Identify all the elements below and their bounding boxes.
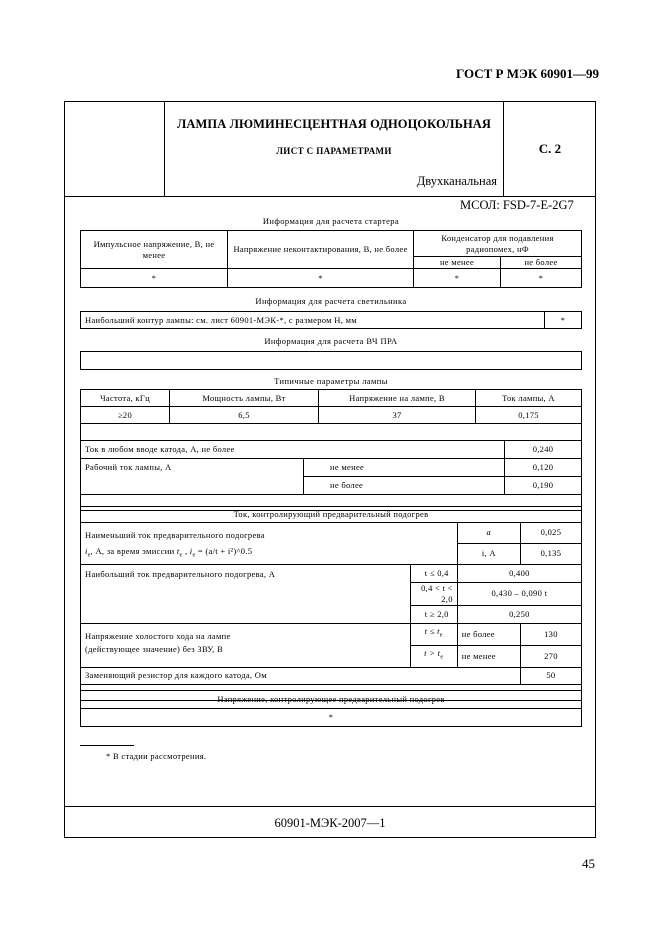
- operating-current-min-label: не менее: [304, 459, 505, 477]
- typical-header-frequency: Частота, кГц: [81, 390, 170, 407]
- formula-expression: = (a/t + i²)^0.5: [197, 546, 253, 556]
- footnote-rule: [80, 745, 134, 746]
- page-number: 45: [582, 856, 595, 871]
- param-iw-value: 0,135: [520, 543, 581, 564]
- starter-value-2: *: [228, 269, 414, 288]
- typical-header-power: Мощность лампы, Вт: [170, 390, 319, 407]
- hf-empty-row: [81, 352, 582, 370]
- sheet-number: С. 2: [538, 141, 562, 156]
- param-iw-label: i, А: [457, 543, 520, 564]
- lamp-variant: Двухканальная: [416, 174, 497, 188]
- max-preheat-value-3: 0,250: [457, 605, 581, 623]
- typical-value-current: 0,175: [476, 407, 582, 424]
- cathode-current-label: Ток в любом вводе катода, А, не более: [81, 441, 505, 459]
- ocv-limit-2: не менее: [457, 645, 520, 667]
- ocv-value-2: 270: [520, 645, 581, 667]
- hf-section-title: Информация для расчета ВЧ ПРА: [264, 336, 398, 346]
- max-preheat-value-2: 0,430 – 0,090 t: [457, 582, 581, 605]
- ocv-cond-1: $t \le t_e$: [410, 623, 457, 645]
- max-preheat-cond-3: t ≥ 2,0: [410, 605, 457, 623]
- voltage-value: *: [81, 709, 582, 727]
- lamp-title: ЛАМПА ЛЮМИНЕСЦЕНТНАЯ ОДНОЦОКОЛЬНАЯ: [176, 117, 492, 131]
- typical-value-frequency: ≥20: [81, 407, 170, 424]
- header-sheet-cell: [504, 101, 596, 197]
- sheet-code: 60901-МЭК-2007—1: [274, 816, 386, 830]
- footnote-text: * В стадии рассмотрения.: [106, 751, 207, 761]
- gost-number: ГОСТ Р МЭК 60901—99: [456, 66, 599, 81]
- typical-header-voltage: Напряжение на лампе, В: [319, 390, 476, 407]
- luminaire-contour-text: Наибольший контур лампы: см. лист 60901-МЭК-*, с размером H, мм: [81, 312, 545, 329]
- typical-table: [80, 389, 582, 441]
- min-preheat-label: Наименьший ток предварительного подогрева: [85, 530, 265, 540]
- voltage-section-title: Напряжение, контролирующее предварительный подогрев: [81, 691, 582, 709]
- max-preheat-value-1: 0,400: [457, 564, 581, 582]
- starter-value-4: *: [501, 269, 582, 288]
- resistor-label: Заменяющий резистор для каждого катода, Ом: [81, 667, 521, 684]
- luminaire-section-title: Информация для расчета светильника: [255, 296, 407, 306]
- luminaire-table: [80, 311, 582, 329]
- typical-header-current: Ток лампы, А: [476, 390, 582, 407]
- starter-value-1: *: [81, 269, 228, 288]
- formula-current-symbol: i: [85, 546, 88, 556]
- operating-current-min-value: 0,120: [505, 459, 582, 477]
- sheet-subtitle: ЛИСТ С ПАРАМЕТРАМИ: [276, 146, 392, 156]
- max-preheat-cond-1: t ≤ 0,4: [410, 564, 457, 582]
- ocv-cond-2: $t > t_e$: [410, 645, 457, 667]
- ocv-label: Напряжение холостого хода на лампе (действующее значение) без ЗВУ, В: [81, 623, 411, 667]
- header-title-cell: [165, 101, 504, 197]
- preheat-table: [80, 506, 582, 701]
- param-a-value: 0,025: [520, 523, 581, 544]
- resistor-value: 50: [520, 667, 581, 684]
- typical-value-voltage: 37: [319, 407, 476, 424]
- starter-col3a-header: не менее: [414, 257, 501, 269]
- operating-current-label: Рабочий ток лампы, А: [81, 459, 304, 495]
- starter-col2-header: Напряжение неконтактирования, В, не более: [228, 231, 414, 269]
- typical-empty-row: [81, 424, 582, 441]
- footer-divider: [64, 806, 596, 807]
- mcol-designation: МСОЛ: FSD-7-E-2G7: [460, 198, 574, 212]
- starter-col3-header: Конденсатор для подавления радиопомех, нФ: [414, 231, 582, 257]
- param-a-label: a: [457, 523, 520, 544]
- sheet-header: [64, 101, 596, 197]
- ocv-value-1: 130: [520, 623, 581, 645]
- preheat-section-title: Ток, контролирующий предварительный подогрев: [81, 507, 582, 523]
- typical-value-power: 6,5: [170, 407, 319, 424]
- header-divider: [64, 196, 596, 197]
- starter-col1-header: Импульсное напряжение, В, не менее: [81, 231, 228, 269]
- hf-table: [80, 351, 582, 370]
- operating-current-max-value: 0,190: [505, 477, 582, 495]
- starter-section-title: Информация для расчета стартера: [262, 216, 400, 226]
- ocv-limit-1: не более: [457, 623, 520, 645]
- luminaire-contour-value: *: [545, 312, 582, 329]
- starter-value-3: *: [414, 269, 501, 288]
- operating-current-max-label: не более: [304, 477, 505, 495]
- currents-table: [80, 440, 582, 511]
- voltage-table: [80, 690, 582, 727]
- header-left-cell: [64, 101, 165, 197]
- starter-col3b-header: не более: [501, 257, 582, 269]
- min-preheat-cell: Наименьший ток предварительного подогрева $i_e$, А, за время эмиссии $t_e$ , $i_e = (a/t$ + i²)^0.5: [81, 523, 458, 565]
- max-preheat-label: Наибольший ток предварительного подогрева, А: [81, 564, 411, 623]
- typical-section-title: Типичные параметры лампы: [274, 376, 388, 386]
- formula-text: , А, за время эмиссии: [90, 546, 175, 556]
- starter-table: [80, 230, 582, 288]
- max-preheat-cond-2: 0,4 < t < 2,0: [410, 582, 457, 605]
- cathode-current-value: 0,240: [505, 441, 582, 459]
